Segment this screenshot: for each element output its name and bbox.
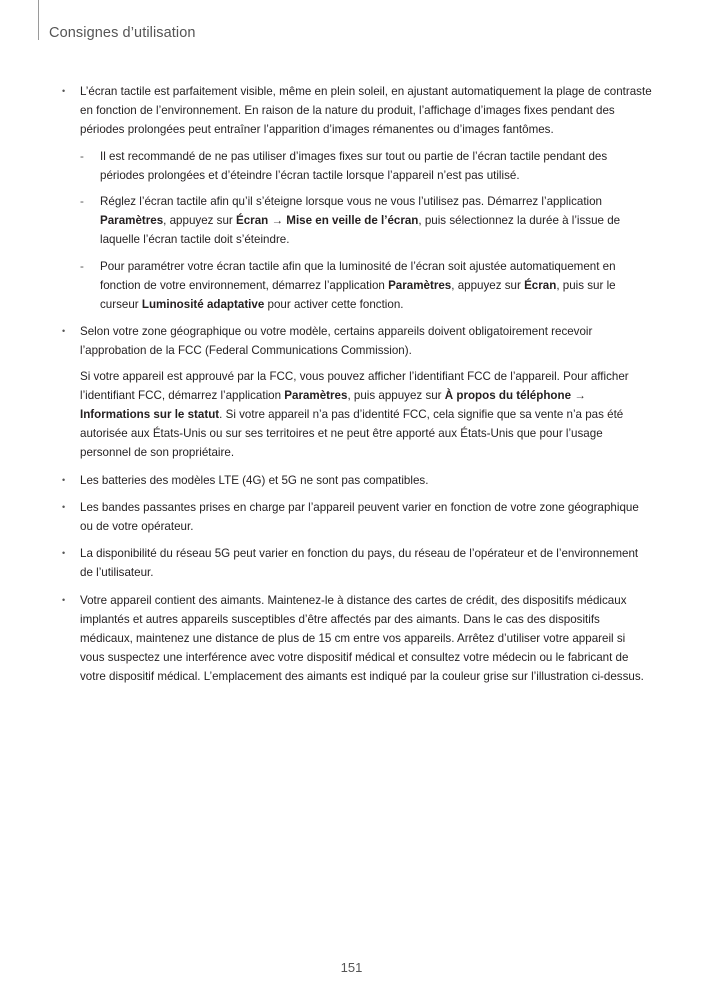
bullet-item (80, 544, 652, 582)
bullet-item (80, 82, 652, 314)
document-body (80, 82, 652, 695)
text-run: Les batteries des modèles LTE (4G) et 5G ne sont pas compatibles. (80, 473, 429, 487)
bullet-paragraph (80, 82, 652, 140)
bullet-paragraph (80, 591, 652, 687)
ui-term: Paramètres (100, 214, 164, 228)
sub-item (100, 257, 652, 315)
ui-term: À propos du téléphone (444, 388, 572, 402)
text-run: Selon votre zone géographique ou votre modèle, certains appareils doivent obligatoirement recevoir l’approbation de la FCC (Federal Communications Commission). (80, 325, 593, 358)
text-run: Si votre appareil est approuvé par la FCC, vous pouvez afficher l’identifiant FCC de l’appareil. Pour afficher l’identifiant FCC, démarrez l’application (80, 369, 629, 402)
ui-term: Écran (236, 214, 269, 228)
bullet-paragraph (80, 498, 652, 536)
sub-item (100, 192, 652, 250)
bullet-paragraph (80, 544, 652, 582)
text-run: pour activer cette fonction. (264, 298, 404, 312)
text-run: Votre appareil contient des aimants. Maintenez-le à distance des cartes de crédit, des dispositifs médicaux implantés et autres appareils susceptibles d’être affectés par des aimants. Dans le cas des dispositifs médicaux, maintenez une distance de plus de 15 cm entre vos appareils. Arrêtez d’utiliser votre appareil si vous suspectez une interférence avec votre dispositif médical et consultez votre médecin ou le fabricant de votre dispositif médical. L’emplacement des aimants est indiqué par la couleur grise sur l’illustration ci-dessus. (80, 593, 644, 684)
bullet-paragraph (80, 322, 652, 360)
ui-term: Paramètres (388, 278, 452, 292)
text-run: , appuyez sur (451, 278, 525, 292)
bullet-item (80, 498, 652, 536)
ui-term: Écran (524, 278, 557, 292)
page-number: 151 (340, 960, 363, 975)
bullet-paragraph (80, 367, 652, 463)
ui-term: Informations sur le statut (80, 408, 220, 422)
text-run: , puis sélectionnez la durée à l’issue de laquelle l’écran tactile doit s’éteindre. (100, 214, 621, 247)
ui-term: Luminosité adaptative (141, 298, 265, 312)
ui-term: Paramètres (284, 388, 348, 402)
text-run: , appuyez sur (163, 214, 236, 228)
text-run: → (571, 388, 586, 402)
text-run: Il est recommandé de ne pas utiliser d’images fixes sur tout ou partie de l’écran tactile pendant des périodes prolongées et d’éteindre l’écran tactile lorsque l’appareil n’est pas utilisé. (100, 149, 608, 182)
bullet-item (80, 471, 652, 490)
section-title: Consignes d’utilisation (49, 25, 196, 41)
text-run: , puis appuyez sur (347, 388, 445, 402)
bullet-item (80, 322, 652, 462)
text-run: → (268, 214, 287, 228)
bullet-item (80, 591, 652, 687)
text-run: . Si votre appareil n’a pas d’identité FCC, cela signifie que sa vente n’a pas été autorisée aux États-Unis ou sur ses territoires et ne peut être apporté aux États-Unis que pour l’usage personnel de son propriétaire. (80, 408, 624, 460)
sub-item (100, 147, 652, 185)
text-run: Réglez l’écran tactile afin qu’il s’éteigne lorsque vous ne vous l’utilisez pas. Démarrez l’application (100, 195, 603, 209)
margin-rule (38, 0, 39, 40)
text-run: , puis sur le curseur (100, 278, 616, 312)
text-run: L’écran tactile est parfaitement visible, même en plein soleil, en ajustant automatiquement la plage de contraste en fonction de l’environnement. En raison de la nature du produit, l’affichage d’images fixes pendant des périodes prolongées peut entraîner l’apparition d’images rémanentes ou d’images fantômes. (80, 85, 652, 137)
ui-term: Mise en veille de l’écran (286, 214, 419, 228)
text-run: Les bandes passantes prises en charge par l’appareil peuvent varier en fonction de votre zone géographique ou de votre opérateur. (80, 500, 639, 534)
sub-list (80, 147, 652, 315)
bullet-paragraph (80, 471, 652, 490)
text-run: Pour paramétrer votre écran tactile afin que la luminosité de l’écran soit ajustée automatiquement en fonction de votre environnement, démarrez l’application (100, 259, 616, 292)
text-run: La disponibilité du réseau 5G peut varier en fonction du pays, du réseau de l’opérateur et de l’environnement de l’utilisateur. (80, 547, 639, 580)
